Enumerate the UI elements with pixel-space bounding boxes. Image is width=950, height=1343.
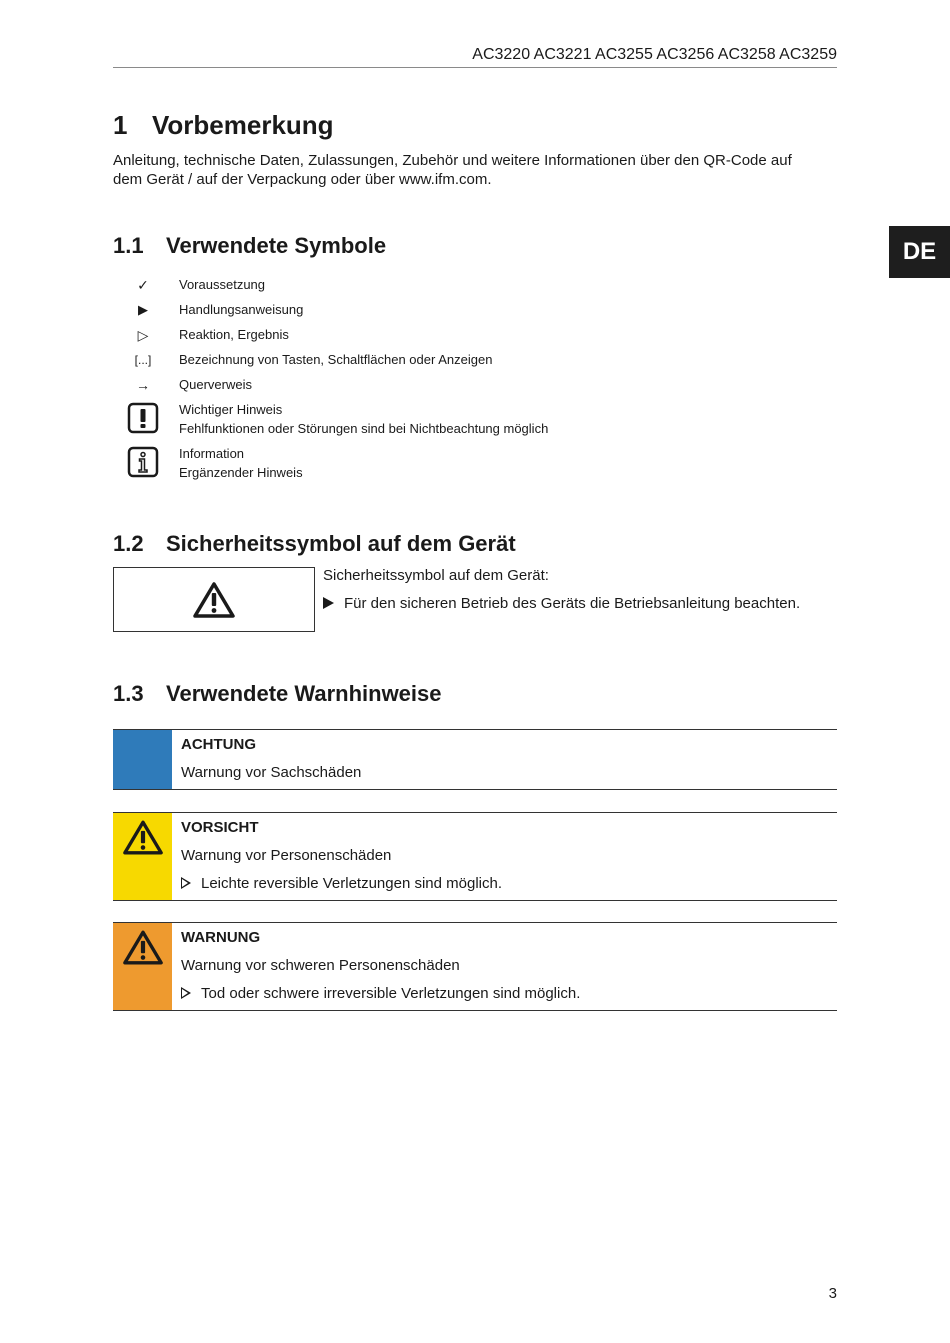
brackets-icon: [...] — [134, 353, 152, 367]
intro-line-2: dem Gerät / auf der Verpackung oder über www.ifm.com. — [113, 171, 492, 188]
section-1-2-number: 1.2 — [113, 531, 144, 556]
symbol-row-result — [113, 325, 733, 345]
section-1-number: 1 — [113, 110, 128, 140]
info-box-icon — [113, 446, 173, 483]
warning-triangle-icon — [192, 581, 236, 619]
warning-block-warnung — [113, 922, 837, 1011]
open-triangle-icon: ▷ — [137, 327, 149, 343]
symbol-label: Voraussetzung — [179, 277, 266, 292]
symbol-row-prerequisite — [113, 275, 733, 295]
section-1-title: Vorbemerkung — [152, 110, 334, 140]
warning-triangle-icon — [122, 929, 164, 966]
section-1-3-heading — [113, 681, 442, 707]
header-divider — [113, 67, 837, 68]
warning-triangle-icon — [122, 819, 164, 856]
warning-content — [181, 819, 502, 903]
warning-description: Warnung vor Personenschäden — [181, 847, 392, 864]
checkmark-icon: ✓ — [137, 277, 149, 293]
safety-symbol-box — [113, 567, 315, 632]
warning-content — [181, 736, 361, 792]
warning-color-bar — [113, 813, 172, 900]
language-tab: DE — [889, 226, 950, 278]
warning-color-bar — [113, 730, 172, 789]
exclamation-box-icon — [113, 402, 173, 439]
symbol-row-information — [113, 444, 733, 484]
warning-title: VORSICHT — [181, 819, 259, 836]
intro-paragraph — [113, 151, 838, 189]
arrow-right-icon: → — [136, 377, 150, 393]
warning-description: Warnung vor Sachschäden — [181, 764, 362, 781]
section-1-heading — [113, 110, 334, 141]
symbol-label: Bezeichnung von Tasten, Schaltflächen oder Anzeigen — [179, 352, 493, 367]
symbol-row-crossref — [113, 375, 733, 395]
symbol-row-instruction — [113, 300, 733, 320]
open-triangle-icon — [181, 987, 191, 999]
section-1-3-title: Verwendete Warnhinweise — [166, 681, 442, 706]
symbol-sublabel: Fehlfunktionen oder Störungen sind bei Nichtbeachtung möglich — [179, 421, 549, 436]
warning-result — [181, 985, 580, 1013]
open-triangle-icon — [181, 877, 191, 889]
warning-result-text: Tod oder schwere irreversible Verletzungen sind möglich. — [201, 985, 581, 1002]
section-1-2-title: Sicherheitssymbol auf dem Gerät — [166, 531, 516, 556]
section-1-1-number: 1.1 — [113, 233, 144, 258]
warning-block-achtung — [113, 729, 837, 790]
symbol-label: Handlungsanweisung — [179, 302, 304, 317]
symbol-row-important — [113, 400, 733, 440]
intro-line-1: Anleitung, technische Daten, Zulassungen, Zubehör und weitere Informationen über den QR-Code auf — [113, 152, 792, 169]
section-1-3-number: 1.3 — [113, 681, 144, 706]
symbol-label: Wichtiger Hinweis — [179, 402, 283, 417]
safety-instruction-text: Für den sicheren Betrieb des Geräts die Betriebsanleitung beachten. — [344, 595, 801, 612]
warning-title: WARNUNG — [181, 929, 261, 946]
filled-triangle-icon — [323, 597, 334, 609]
safety-instruction — [323, 595, 800, 612]
header-model-list: AC3220 AC3221 AC3255 AC3256 AC3258 AC3259 — [472, 46, 837, 63]
warning-color-bar — [113, 923, 172, 1010]
filled-triangle-icon: ▶ — [138, 302, 148, 317]
symbol-label: Information — [179, 446, 245, 461]
symbol-sublabel: Ergänzender Hinweis — [179, 465, 303, 480]
warning-description: Warnung vor schweren Personenschäden — [181, 957, 460, 974]
symbol-label: Reaktion, Ergebnis — [179, 327, 289, 342]
warning-result — [181, 875, 502, 903]
section-1-1-title: Verwendete Symbole — [166, 233, 387, 258]
safety-caption: Sicherheitssymbol auf dem Gerät: — [323, 567, 549, 584]
warning-content — [181, 929, 580, 1013]
symbol-row-buttons — [113, 350, 733, 370]
warning-block-vorsicht — [113, 812, 837, 901]
warning-result-text: Leichte reversible Verletzungen sind möglich. — [201, 875, 503, 892]
warning-title: ACHTUNG — [181, 736, 256, 753]
symbol-label: Querverweis — [179, 377, 252, 392]
section-1-1-heading — [113, 233, 386, 259]
section-1-2-heading — [113, 531, 516, 557]
page-number: 3 — [828, 1285, 837, 1302]
